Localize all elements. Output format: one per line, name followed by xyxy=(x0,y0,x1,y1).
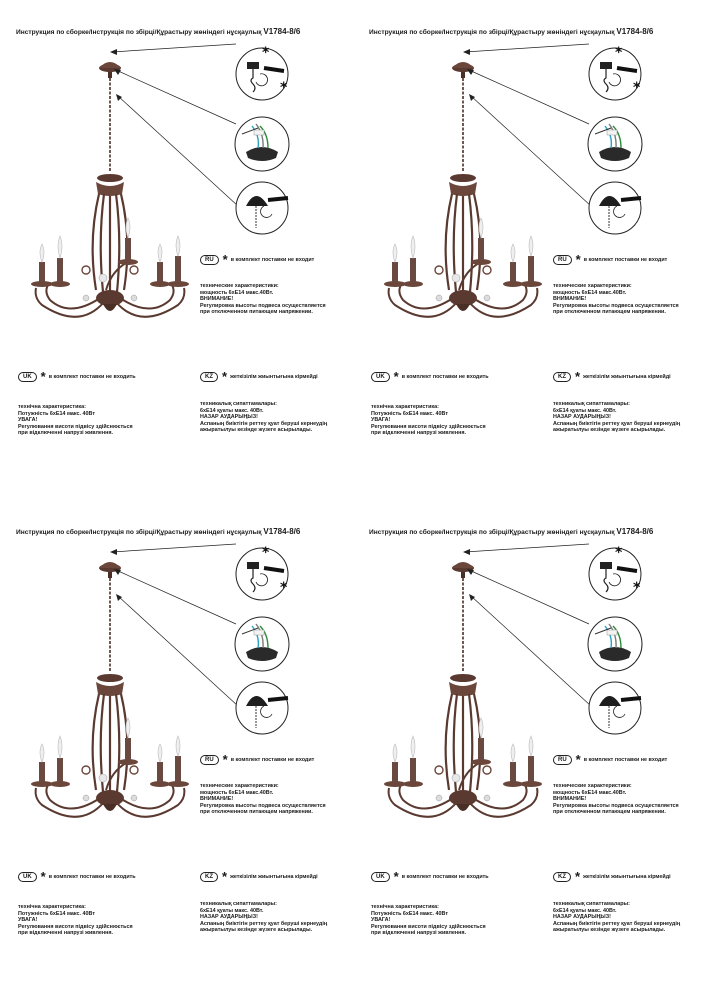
kz-badge: KZ xyxy=(553,872,571,882)
ru-note: RU * в комплект поставки не входит xyxy=(200,255,314,265)
instruction-panel xyxy=(353,0,706,500)
canopy-fixing-icon xyxy=(236,682,288,734)
kz-note: KZ * жеткізілім жиынтығына кірмейді xyxy=(553,372,671,382)
canopy-fixing-icon xyxy=(589,182,641,234)
kz-specs: техникалық сипаттамалары: 6хЕ14 қуаты макс. 40Вт. НАЗАР АУДАРЫҢЫЗ! Аспаның биіктігін реттеу қуат беруші кернеудің ажыратылуы кезінде жүзеге асырылады. xyxy=(553,901,681,934)
kz-specs: техникалық сипаттамалары: 6хЕ14 қуаты макс. 40Вт. НАЗАР АУДАРЫҢЫЗ! Аспаның биіктігін реттеу қуат беруші кернеудің ажыратылуы кезінде жүзеге асырылады. xyxy=(200,901,328,934)
chandelier-icon xyxy=(31,562,189,817)
instruction-panel xyxy=(0,0,353,500)
ru-badge: RU xyxy=(553,255,572,265)
uk-badge: UK xyxy=(371,872,390,882)
asterisk-mark: * xyxy=(615,545,623,561)
kz-badge: KZ xyxy=(200,372,218,382)
wire-connection-icon xyxy=(235,117,289,171)
uk-specs: технічна характеристика: Потужність 6хЕ14 макс. 40Вт УВАГА! Регулювання висоти підвісу здійснюється при відключенні напрузі живлення. xyxy=(371,904,486,937)
ru-specs: технические характеристики: мощность 6хЕ14 макс.40Вт. ВНИМАНИЕ! Регулировка высоты подвеса осуществляется при отключенном питающем напряжении. xyxy=(200,783,326,816)
asterisk-mark: * xyxy=(262,545,270,561)
kz-note: KZ * жеткізілім жиынтығына кірмейді xyxy=(200,372,318,382)
uk-note: UK * в комплект поставки не входить xyxy=(371,372,489,382)
uk-specs: технічна характеристика: Потужність 6хЕ14 макс. 40Вт УВАГА! Регулювання висоти підвісу здійснюється при відключенні напрузі живлення. xyxy=(371,404,486,437)
chandelier-icon xyxy=(384,562,542,817)
instruction-panel xyxy=(353,500,706,1000)
kz-note: KZ * жеткізілім жиынтығына кірмейді xyxy=(200,872,318,882)
asterisk-mark: * xyxy=(633,80,641,96)
ru-badge: RU xyxy=(200,255,219,265)
instruction-panel xyxy=(0,500,353,1000)
ru-specs: технические характеристики: мощность 6хЕ14 макс.40Вт. ВНИМАНИЕ! Регулировка высоты подвеса осуществляется при отключенном питающем напряжении. xyxy=(200,283,326,316)
ru-note: RU * в комплект поставки не входит xyxy=(200,755,314,765)
kz-specs: техникалық сипаттамалары: 6хЕ14 қуаты макс. 40Вт. НАЗАР АУДАРЫҢЫЗ! Аспаның биіктігін реттеу қуат беруші кернеудің ажыратылуы кезінде жүзеге асырылады. xyxy=(200,401,328,434)
uk-badge: UK xyxy=(371,372,390,382)
ru-badge: RU xyxy=(553,755,572,765)
page-title: Инструкция по сборке/Інструкція по збірці/Құрастыру жөніндегі нұсқаулық V1784-8/6 xyxy=(16,527,301,536)
uk-badge: UK xyxy=(18,372,37,382)
page-title: Инструкция по сборке/Інструкція по збірці/Құрастыру жөніндегі нұсқаулық V1784-8/6 xyxy=(369,27,654,36)
uk-specs: технічна характеристика: Потужність 6хЕ14 макс. 40Вт УВАГА! Регулювання висоти підвісу здійснюється при відключенні напрузі живлення. xyxy=(18,404,133,437)
ru-specs: технические характеристики: мощность 6хЕ14 макс.40Вт. ВНИМАНИЕ! Регулировка высоты подвеса осуществляется при отключенном питающем напряжении. xyxy=(553,283,679,316)
page-title: Инструкция по сборке/Інструкція по збірці/Құрастыру жөніндегі нұсқаулық V1784-8/6 xyxy=(369,527,654,536)
ru-badge: RU xyxy=(200,755,219,765)
kz-specs: техникалық сипаттамалары: 6хЕ14 қуаты макс. 40Вт. НАЗАР АУДАРЫҢЫЗ! Аспаның биіктігін реттеу қуат беруші кернеудің ажыратылуы кезінде жүзеге асырылады. xyxy=(553,401,681,434)
asterisk-mark: * xyxy=(280,580,288,596)
chandelier-icon xyxy=(31,62,189,317)
uk-note: UK * в комплект поставки не входить xyxy=(371,872,489,882)
chandelier-icon xyxy=(384,62,542,317)
ru-specs: технические характеристики: мощность 6хЕ14 макс.40Вт. ВНИМАНИЕ! Регулировка высоты подвеса осуществляется при отключенном питающем напряжении. xyxy=(553,783,679,816)
uk-specs: технічна характеристика: Потужність 6хЕ14 макс. 40Вт УВАГА! Регулювання висоти підвісу здійснюється при відключенні напрузі живлення. xyxy=(18,904,133,937)
uk-badge: UK xyxy=(18,872,37,882)
wire-connection-icon xyxy=(588,617,642,671)
asterisk-mark: * xyxy=(280,80,288,96)
wire-connection-icon xyxy=(235,617,289,671)
page-title: Инструкция по сборке/Інструкція по збірці/Құрастыру жөніндегі нұсқаулық V1784-8/6 xyxy=(16,27,301,36)
kz-badge: KZ xyxy=(553,372,571,382)
ru-note: RU * в комплект поставки не входит xyxy=(553,755,667,765)
uk-note: UK * в комплект поставки не входить xyxy=(18,872,136,882)
kz-note: KZ * жеткізілім жиынтығына кірмейді xyxy=(553,872,671,882)
canopy-fixing-icon xyxy=(236,182,288,234)
asterisk-mark: * xyxy=(615,45,623,61)
asterisk-mark: * xyxy=(633,580,641,596)
uk-note: UK * в комплект поставки не входить xyxy=(18,372,136,382)
wire-connection-icon xyxy=(588,117,642,171)
canopy-fixing-icon xyxy=(589,682,641,734)
kz-badge: KZ xyxy=(200,872,218,882)
asterisk-mark: * xyxy=(262,45,270,61)
ru-note: RU * в комплект поставки не входит xyxy=(553,255,667,265)
